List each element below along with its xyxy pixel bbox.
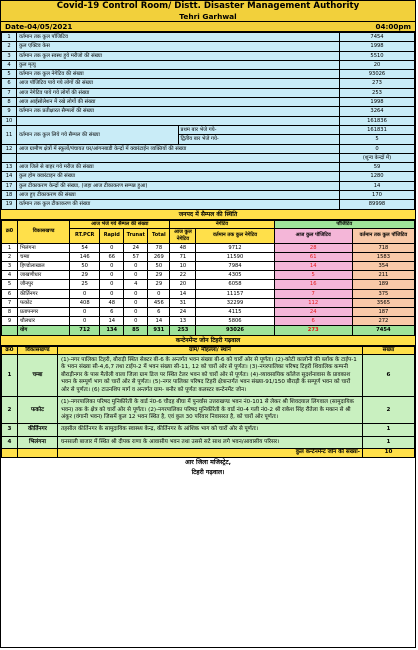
row-number: 4 <box>2 271 18 280</box>
sample-row-number: 11 <box>2 125 17 144</box>
total-count: 29 <box>148 271 170 280</box>
block-name: जाखणीधार <box>18 271 70 280</box>
today-negative: 22 <box>170 271 196 280</box>
cz-description: तहसील कीर्तिनगर के सामुदायिक स्वास्थ्य केन्द्र, कीर्तिनगर के आंशिक भाग को चारों ओर से पूर्णतः। <box>58 424 363 436</box>
rapid-count: 0 <box>100 262 124 271</box>
rtpcr-count: 0 <box>70 308 100 317</box>
cumulative-negative: 11590 <box>196 252 274 261</box>
col-today-negative: आज कुल नेगेटिव <box>170 228 196 243</box>
block-name: भिलंगना <box>18 243 70 252</box>
block-name: प्रतापनगर <box>18 308 70 317</box>
summary-row-value: 161836 <box>340 116 415 125</box>
row-number: 2 <box>2 252 18 261</box>
today-positive: 28 <box>274 243 352 252</box>
summary-row-number <box>2 153 17 162</box>
summary-row <box>2 172 415 181</box>
cumulative-negative: 11157 <box>196 289 274 298</box>
summary-row <box>2 79 415 88</box>
summary-row-value: 1998 <box>340 42 415 51</box>
rapid-count: 0 <box>100 280 124 289</box>
block-name: कीर्तिनगर <box>18 289 70 298</box>
summary-row-number: 18 <box>2 191 17 200</box>
summary-row-value: 1280 <box>340 172 415 181</box>
cz-block-name: फकोट <box>18 397 58 424</box>
cz-block-name: चम्बा <box>18 355 58 397</box>
today-positive: 5 <box>274 271 352 280</box>
block-name: फकोट <box>18 298 70 307</box>
summary-row <box>2 33 415 42</box>
total-rtpcr: 712 <box>70 326 100 335</box>
cumulative-negative: 32299 <box>196 298 274 307</box>
cumulative-positive: 189 <box>352 280 414 289</box>
rtpcr-count: 25 <box>70 280 100 289</box>
rapid-count: 0 <box>100 271 124 280</box>
summary-row-label: वर्तमान तक प्रतीक्षारत सैम्पलों की संख्या <box>17 107 340 116</box>
summary-row <box>2 42 415 51</box>
report-title: Covid-19 Control Room/ Distt. Disaster Management Authority <box>56 1 360 11</box>
trunat-count: 24 <box>124 243 148 252</box>
summary-row-label: कुल होम क्वारंटाइन की संख्या <box>17 172 340 181</box>
summary-row-label: कुल टीकाकरण केन्द्रों की संख्या, (जहा आज टीकाकरण सम्पन्न हुआ) <box>17 181 340 190</box>
summary-row-label: वर्तमान तक कुल पॉजिटिव <box>17 33 340 42</box>
summary-row <box>2 116 415 125</box>
containment-row <box>2 397 415 424</box>
cumulative-negative: 4305 <box>196 271 274 280</box>
rapid-count: 48 <box>100 298 124 307</box>
summary-row-label: कुल एक्टिव केस <box>17 42 340 51</box>
cumulative-negative: 7984 <box>196 262 274 271</box>
total-count: 269 <box>148 252 170 261</box>
summary-row-label <box>17 116 340 125</box>
rapid-count: 0 <box>100 243 124 252</box>
total-cumulative-negative: 93026 <box>196 326 274 335</box>
trunat-count: 57 <box>124 252 148 261</box>
summary-row-value: 253 <box>340 88 415 97</box>
summary-row-number: 4 <box>2 60 17 69</box>
summary-row-number: 13 <box>2 163 17 172</box>
cumulative-negative: 6058 <box>196 280 274 289</box>
rtpcr-count: 29 <box>70 271 100 280</box>
sample-row-first <box>2 125 415 134</box>
total-label: योग <box>18 326 70 335</box>
district-row <box>2 308 415 317</box>
trunat-count: 0 <box>124 262 148 271</box>
today-negative: 20 <box>170 280 196 289</box>
report-time: 04:00pm <box>375 22 411 31</box>
today-positive: 7 <box>274 289 352 298</box>
summary-row-value: 273 <box>340 79 415 88</box>
trunat-count: 4 <box>124 280 148 289</box>
sample-second-value: 5 <box>340 135 415 144</box>
col-positive: पॉजिटिव <box>274 220 414 228</box>
cz-count: 2 <box>363 397 415 424</box>
col-sn: क्र0 <box>2 220 18 243</box>
summary-row-label: आज जिले से बाहर गये मरीज की संख्या <box>17 163 340 172</box>
cumulative-positive: 187 <box>352 308 414 317</box>
sample-first-label: प्रथम बार भेजे गये- <box>178 125 340 134</box>
summary-table <box>1 32 415 210</box>
total-count: 6 <box>148 308 170 317</box>
row-number: 5 <box>2 280 18 289</box>
summary-row <box>2 153 415 162</box>
summary-row-label <box>17 153 340 162</box>
today-negative: 48 <box>170 243 196 252</box>
cz-col-description: ग्राम/ मौहल्ला/ स्थान <box>58 346 363 354</box>
today-negative: 13 <box>170 317 196 326</box>
containment-total-row <box>2 449 415 457</box>
total-total: 931 <box>148 326 170 335</box>
total-count: 78 <box>148 243 170 252</box>
col-cumulative-negative: वर्तमान तक कुल नेगेटिव <box>196 228 274 243</box>
cumulative-positive: 211 <box>352 271 414 280</box>
signature-line-2: टिहरी गढ़वाल। <box>191 468 225 476</box>
trunat-count: 0 <box>124 289 148 298</box>
summary-row-label: आज आईसोलेशन में रखे लोगों की संख्या <box>17 98 340 107</box>
summary-row <box>2 107 415 116</box>
cz-count: 6 <box>363 355 415 397</box>
cz-col-block: विकासखण्ड <box>18 346 58 354</box>
summary-row <box>2 70 415 79</box>
summary-row-number: 5 <box>2 70 17 79</box>
cumulative-negative: 5806 <box>196 317 274 326</box>
cumulative-positive: 272 <box>352 317 414 326</box>
summary-row-number: 7 <box>2 88 17 97</box>
cumulative-positive: 1583 <box>352 252 414 261</box>
total-count: 14 <box>148 317 170 326</box>
district-row <box>2 243 415 252</box>
report-date: Date-04/05/2021 <box>5 22 73 31</box>
trunat-count: 0 <box>124 308 148 317</box>
summary-row <box>2 88 415 97</box>
district-header-row-1 <box>2 220 415 228</box>
total-today-negative: 253 <box>170 326 196 335</box>
summary-row-value: 20 <box>340 60 415 69</box>
summary-row <box>2 144 415 153</box>
trunat-count: 0 <box>124 317 148 326</box>
sample-first-value: 161831 <box>340 125 415 134</box>
district-total-row <box>2 326 415 335</box>
district-row <box>2 262 415 271</box>
summary-row-value: 1998 <box>340 98 415 107</box>
rapid-count: 6 <box>100 308 124 317</box>
summary-row <box>2 163 415 172</box>
rtpcr-count: 408 <box>70 298 100 307</box>
summary-row <box>2 51 415 60</box>
cz-row-number: 1 <box>2 355 18 397</box>
summary-row-number: 6 <box>2 79 17 88</box>
date-row <box>1 22 415 32</box>
rtpcr-count: 54 <box>70 243 100 252</box>
summary-row-number: 17 <box>2 181 17 190</box>
cz-count: 1 <box>363 436 415 448</box>
block-name: थौलधार <box>18 317 70 326</box>
summary-row-value: 14 <box>340 181 415 190</box>
summary-row-label: वर्तमान तक कुल टीकाकरण की संख्या <box>17 200 340 209</box>
summary-row-value: 89998 <box>340 200 415 209</box>
col-rapid: Rapid <box>100 228 124 243</box>
row-number: 7 <box>2 298 18 307</box>
rtpcr-count: 0 <box>70 317 100 326</box>
row-number: 3 <box>2 262 18 271</box>
summary-row-label: आज नेगेटिव पाये गये लोगों की संख्या <box>17 88 340 97</box>
cumulative-positive: 375 <box>352 289 414 298</box>
rapid-count: 0 <box>100 289 124 298</box>
district-row <box>2 280 415 289</box>
today-positive: 14 <box>274 262 352 271</box>
sample-row-label: वर्तमान तक कुल लिये गये सैम्पल की संख्या <box>17 125 179 144</box>
district-sample-table <box>1 220 415 336</box>
row-number: 1 <box>2 243 18 252</box>
col-block: विकासखण्ड <box>18 220 70 243</box>
cz-row-number: 3 <box>2 424 18 436</box>
total-count: 0 <box>148 289 170 298</box>
district-row <box>2 271 415 280</box>
today-negative: 24 <box>170 308 196 317</box>
summary-row <box>2 181 415 190</box>
summary-row-label: आज हुए टीकाकरण की संख्या <box>17 191 340 200</box>
containment-zone-table <box>1 346 415 458</box>
block-name: हिण्डोलाखाल <box>18 262 70 271</box>
cumulative-positive: 354 <box>352 262 414 271</box>
today-negative: 71 <box>170 252 196 261</box>
cz-row-number: 4 <box>2 436 18 448</box>
sample-second-label: द्वितीय बार भेजे गये- <box>178 135 340 144</box>
containment-row <box>2 355 415 397</box>
today-negative: 31 <box>170 298 196 307</box>
summary-row <box>2 98 415 107</box>
cz-col-sn: क्र0 <box>2 346 18 354</box>
summary-row-label: कुल मृत्यु <box>17 60 340 69</box>
containment-section-title: कन्टेनमेंन्ट जोन टिहरी गढ़वाल <box>1 336 415 346</box>
row-number: 6 <box>2 289 18 298</box>
summary-row-number: 3 <box>2 51 17 60</box>
today-positive: 61 <box>274 252 352 261</box>
summary-row-value: 59 <box>340 163 415 172</box>
containment-header-row <box>2 346 415 354</box>
district-row <box>2 298 415 307</box>
summary-row-label: आज ग्रामीण क्षेत्रों में स्कूलों/पंचायत घर/आंगनबाडी केन्द्रों में क्वारंटाईन व्यक्तियों की संख्या <box>17 144 340 153</box>
summary-row-number: 10 <box>2 116 17 125</box>
rtpcr-count: 146 <box>70 252 100 261</box>
block-name: जौनपुर <box>18 280 70 289</box>
col-rtpcr: RT.PCR <box>70 228 100 243</box>
today-positive: 24 <box>274 308 352 317</box>
block-name: चम्बा <box>18 252 70 261</box>
today-positive: 112 <box>274 298 352 307</box>
cz-description: (1)-नगर पालिका टिहरी, बौराड़ी स्थित सेक्टर बी-6 के अन्तर्गत भवन संख्या बी-6 को चारों ओर से पूर्णतः। (2)-कोटी कालोनी की ब्लॉक के टाईप-1 के भवन संख्या सी-4,6,7 तथा टाईप-2 में भवन संख्या सी-11, 12 को चारों ओर से पूर्णतः। (3)-नगरपालिका परिषद टिहरी शिवालिक कम्पनी बौराड़ीनगर के पास मैतोली वाला जिला ग्राम डिज पर स्थित टेलर भवन को चारों ओर से पूर्णतः। (4)-व्यावसायिक कॉलेज सुदर्शनावास के प्रावकाश भवन के सम्पूर्ण भाग को चारों ओर से पूर्णतः। (5)-नगर पालिका परिषद टिहरी क्षेत्रान्तर्गत भवन संख्या-91/150 बौराड़ी के सम्पूर्ण भवन को चारों ओर से पूर्णतः। (6) टाउनशिप मार्ग व अन्तर्गत ग्राम- बनौर को पूर्णतः कलस्टर कन्टेनमेंट जोन। <box>58 355 363 397</box>
summary-row-number: 14 <box>2 172 17 181</box>
cumulative-negative: 9712 <box>196 243 274 252</box>
summary-row-value: 3264 <box>340 107 415 116</box>
containment-row <box>2 436 415 448</box>
total-count: 50 <box>148 262 170 271</box>
district-section-title: जनपद में सैम्पल की स्थिति <box>1 210 415 220</box>
cz-col-count: संख्या <box>363 346 415 354</box>
signature-line-1: आर जिला मजिस्ट्रेट, <box>184 458 232 466</box>
total-cumulative-positive: 7454 <box>352 326 414 335</box>
col-negative: नेगेटिव <box>170 220 274 228</box>
district-row <box>2 252 415 261</box>
cz-block-name: कीर्तिनगर <box>18 424 58 436</box>
rapid-count: 14 <box>100 317 124 326</box>
containment-total-value: 10 <box>363 449 415 457</box>
summary-row-label: वर्तमान तक कुल स्वस्थ हुये मरीजो की संख्या <box>17 51 340 60</box>
district-row <box>2 289 415 298</box>
col-trunat: Trunat <box>124 228 148 243</box>
containment-total-label: कुल कन्टेनमेंन्ट जोन की संख्या- <box>58 449 363 457</box>
col-today-samples: आज भेजे गये सैम्पल की संख्या <box>70 220 170 228</box>
cz-description: घनसाली बाजार में स्थित श्री दीपक राणा के आवासीय भवन तथा उससे सटे साथ लगे भवन/आवासीय परिसर। <box>58 436 363 448</box>
summary-row-number: 8 <box>2 98 17 107</box>
col-cumulative-positive: वर्तमान तक कुल पॉजिटिव <box>352 228 414 243</box>
district-row <box>2 317 415 326</box>
rtpcr-count: 50 <box>70 262 100 271</box>
col-total: Total <box>148 228 170 243</box>
report-subtitle: Tehri Garhwal <box>179 12 237 21</box>
cz-block-name: भिलंगना <box>18 436 58 448</box>
trunat-count: 0 <box>124 298 148 307</box>
today-positive: 16 <box>274 280 352 289</box>
summary-row-value: (शून्य केन्द्रों में) <box>340 153 415 162</box>
total-count: 456 <box>148 298 170 307</box>
row-number: 9 <box>2 317 18 326</box>
summary-row-value: 5510 <box>340 51 415 60</box>
summary-row-value: 0 <box>340 144 415 153</box>
row-number: 8 <box>2 308 18 317</box>
summary-row-value: 93026 <box>340 70 415 79</box>
cz-count: 1 <box>363 424 415 436</box>
cumulative-positive: 3565 <box>352 298 414 307</box>
summary-row-number: 19 <box>2 200 17 209</box>
cumulative-positive: 718 <box>352 243 414 252</box>
containment-row <box>2 424 415 436</box>
summary-row-label: आज पॉजिटिव पाये गये लोगों की संख्या <box>17 79 340 88</box>
today-positive: 6 <box>274 317 352 326</box>
report-header <box>1 1 415 22</box>
total-rapid: 134 <box>100 326 124 335</box>
rtpcr-count: 0 <box>70 289 100 298</box>
cumulative-negative: 4115 <box>196 308 274 317</box>
summary-row-number: 1 <box>2 33 17 42</box>
summary-row-number: 12 <box>2 144 17 153</box>
total-today-positive: 273 <box>274 326 352 335</box>
summary-row-number: 9 <box>2 107 17 116</box>
summary-row <box>2 200 415 209</box>
cz-row-number: 2 <box>2 397 18 424</box>
cz-description: (1)-नगरपालिका परिषद मुनिकीरेती के वार्ड नं0-6 चौदह बीघा में पुनर्वास उत्तराखण्ड भवन नं0-101 से लेकर श्री शिवदयाल लिंगवाल (सामुदायिक भवन) तक के क्षेत्र को चारों ओर से पूर्णतः। (2)-नगरपालिका परिषद मुनिकीरेती के वार्ड नं0-4 गली नं0-2 श्री राकेश सिंह रौतेला के मकान से श्री अंकुर (वंगानी भवन) जिसमें कुल 12 भवन स्थित है, एवं कुल 30 परिवार निवासरत है, को चारों ओर पूर्णतः। <box>58 397 363 424</box>
total-trunat: 85 <box>124 326 148 335</box>
total-count: 29 <box>148 280 170 289</box>
summary-row-value: 170 <box>340 191 415 200</box>
col-today-positive: आज कुल पॉजिटिव <box>274 228 352 243</box>
today-negative: 14 <box>170 289 196 298</box>
today-negative: 10 <box>170 262 196 271</box>
summary-row-number: 2 <box>2 42 17 51</box>
summary-row-label: वर्तमान तक कुल नेगेटिव की संख्या <box>17 70 340 79</box>
summary-row-value: 7454 <box>340 33 415 42</box>
summary-row <box>2 191 415 200</box>
signature-block <box>1 458 415 478</box>
rapid-count: 66 <box>100 252 124 261</box>
trunat-count: 0 <box>124 271 148 280</box>
summary-row <box>2 60 415 69</box>
